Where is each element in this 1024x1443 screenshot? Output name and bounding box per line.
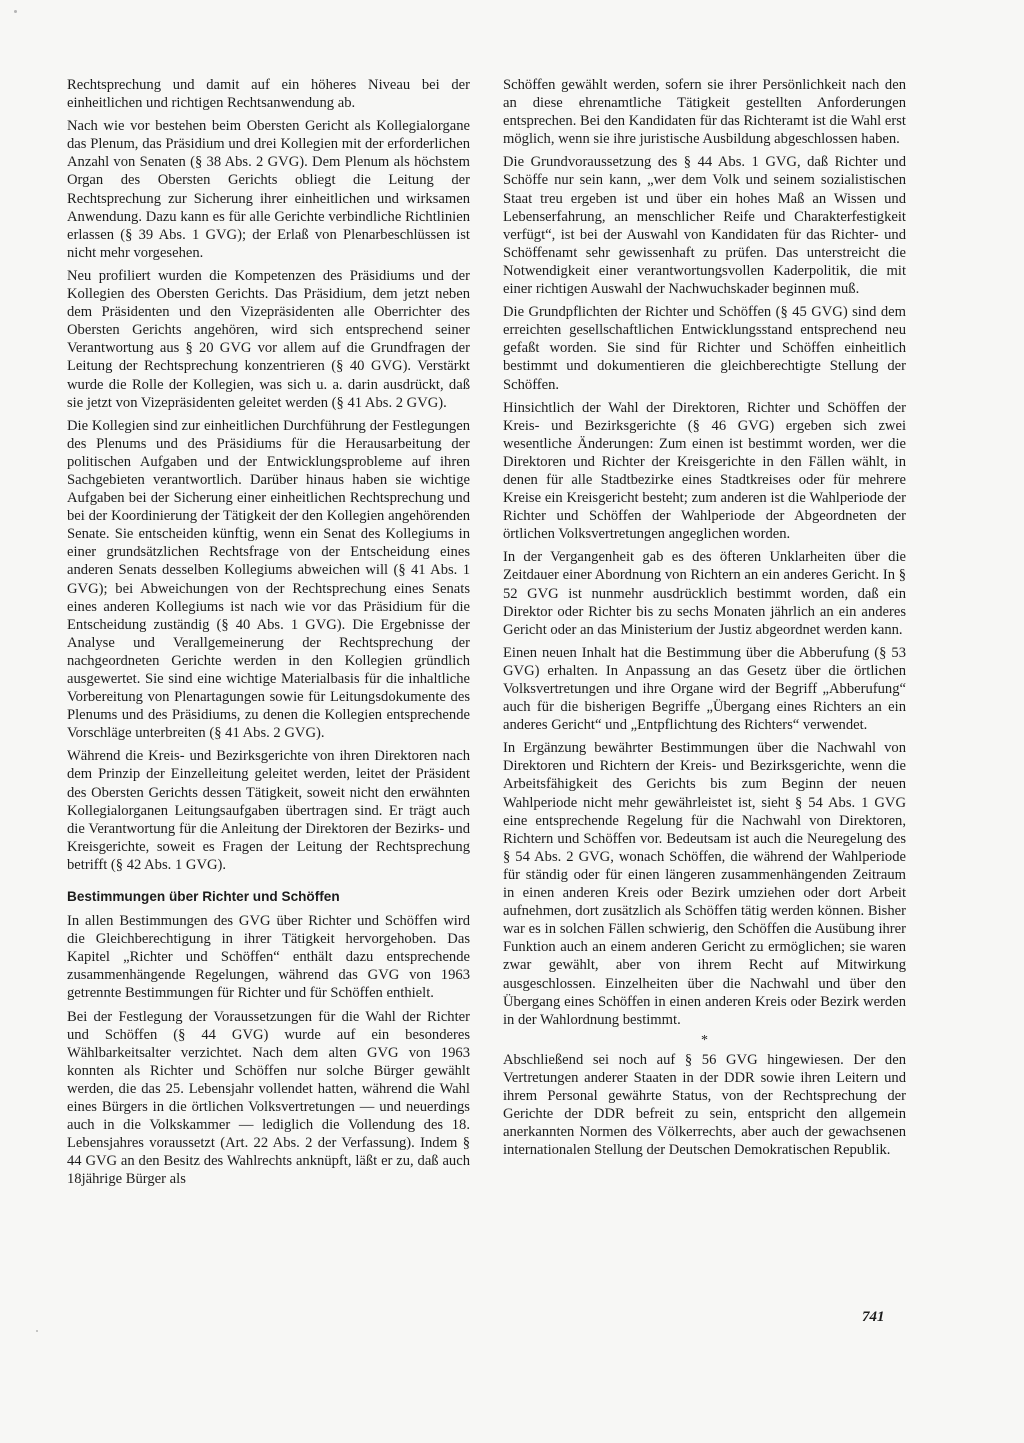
right-column (503, 76, 906, 1164)
paragraph: Die Grundvoraussetzung des § 44 Abs. 1 GVG, daß Richter und Schöffe nur sein kann, „wer dem Volk und seinem sozialistischen Staat treu ergeben ist und über ein hohes Maß an Wissen und Lebenserfahrung, an menschlicher Reife und Charakterfestigkeit verfügt“, ist bei der Auswahl von Kandidaten für das Richter- und Schöffenamt sehr gewissenhaft zu prüfen. Das unterstreicht die Notwendigkeit einer verantwortungsvollen Kaderpolitik, die mit einer richtigen Auswahl der Nachwuchskader beginnen muß. (503, 154, 906, 298)
paragraph: Die Kollegien sind zur einheitlichen Durchführung der Festlegungen des Plenums und des Präsidiums für die Herausarbeitung der politischen Aufgaben und der Entwicklungsprobleme auf ihren Sachgebieten verantwortlich. Darüber hinaus haben sie wichtige Aufgaben bei der Sicherung einer einheitlichen Rechtsprechung und bei der Koordinierung der Tätigkeit der den Kollegien angehörenden Senate. Sie entscheiden künftig, wenn ein Senat des Kollegiums in einer grundsätzlichen Rechtsfrage von der Entscheidung eines anderen Senats desselben Kollegiums abweichen will (§ 41 Abs. 1 GVG); bei Abweichungen von der Rechtsprechung eines Senats eines anderen Kollegiums ist nach wie vor das Präsidium für die Entscheidung zuständig (§ 40 Abs. 1 GVG). Die Ergebnisse der Analyse und Verallgemeinerung der Rechtsprechung der nachgeordneten Gerichte werden in den Kollegien gründlich ausgewertet. Sie sind eine wichtige Materialbasis für die inhaltliche Vorbereitung von Plenartagungen sowie für Leitungsdokumente des Plenums und des Präsidiums, zu denen die Kollegien entsprechende Vorschläge unterbreiten (§ 41 Abs. 2 GVG). (67, 417, 470, 742)
paragraph: In Ergänzung bewährter Bestimmungen über die Nachwahl von Direktoren und Richtern der Kreis- und Bezirksgerichte, wenn die Arbeitsfähigkeit des Gerichts bis zum Beginn der neuen Wahlperiode nicht mehr gewährleistet ist, sieht § 54 Abs. 1 GVG eine entsprechende Regelung für die Nachwahl von Direktoren, Richtern und Schöffen vor. Bedeutsam ist auch die Neuregelung des § 54 Abs. 2 GVG, wonach Schöffen, die während der Wahlperiode für ständig oder für einen längeren zusammenhängenden Zeitraum in einen anderen Kreis oder Bezirk umziehen oder dort Arbeit aufnehmen, dort zusätzlich als Schöffen tätig werden können. Bisher war es in solchen Fällen schwierig, den Schöffen die Ausübung ihrer Funktion auch an einem anderen Gericht zu ermöglichen; sie waren zwar gewählt, aber von ihrem Recht auf Mitwirkung ausgeschlossen. Einzelheiten über die Nachwahl und über den Übergang eines Schöffen in einen anderen Kreis oder Bezirk werden in der Wahlordnung bestimmt. (503, 740, 906, 1028)
paragraph: In der Vergangenheit gab es des öfteren Unklarheiten über die Zeitdauer einer Abordnung von Richtern an ein anderes Gericht. In § 52 GVG ist nunmehr ausdrücklich bestimmt worden, daß ein Direktor oder Richter bis zu sechs Monaten jährlich an ein anderes Gericht oder an das Ministerium der Justiz abgeordnet werden kann. (503, 549, 906, 638)
scan-speck (36, 1330, 38, 1332)
paragraph: Nach wie vor bestehen beim Obersten Gericht als Kollegialorgane das Plenum, das Präsidium und drei Kollegien mit der erforderlichen Anzahl von Senaten (§ 38 Abs. 2 GVG). Dem Plenum als höchstem Organ des Obersten Gerichts obliegt die Leitung der Rechtsprechung zur Sicherung ihrer einheitlichen und wirksamen Anwendung. Dazu kann es für alle Gerichte verbindliche Richtlinien erlassen (§ 39 Abs. 1 GVG); der Erlaß von Plenarbeschlüssen ist nicht mehr vorgesehen. (67, 118, 470, 261)
paragraph: Abschließend sei noch auf § 56 GVG hingewiesen. Der den Vertretungen anderer Staaten in der DDR sowie ihren Leitern und ihrem Personal gewährte Status, von der Rechtsprechung der Gerichte der DDR befreit zu sein, entspricht den allgemein anerkannten Normen des Völkerrechts, aber auch der gewachsenen internationalen Stellung der Deutschen Demokratischen Republik. (503, 1051, 906, 1159)
paragraph: Während die Kreis- und Bezirksgerichte von ihren Direktoren nach dem Prinzip der Einzelleitung geleitet werden, leitet der Präsident des Obersten Gerichts dessen Tätigkeit, soweit nicht den erwähnten Kollegialorganen Leitungsaufgaben übertragen sind. Er trägt auch die Verantwortung für die Anleitung der Direktoren der Bezirks- und Kreisgerichte, soweit es Fragen der Leitung der Rechtsprechung betrifft (§ 42 Abs. 1 GVG). (67, 748, 470, 873)
section-heading: Bestimmungen über Richter und Schöffen (67, 889, 340, 905)
paragraph: Neu profiliert wurden die Kompetenzen des Präsidiums und der Kollegien des Obersten Gerichts. Das Präsidium, dem jetzt neben dem Präsidenten und den Vizepräsidenten alle Oberrichter des Obersten Gerichts angehören, wird sich entsprechend seiner Verantwortung aus § 20 GVG vor allem auf die Grundfragen der Leitung der Rechtsprechung konzentrieren (§ 40 GVG). Verstärkt wurde die Rolle der Kollegien, was sich u. a. darin ausdrückt, daß sie jetzt von Vizepräsidenten geleitet werden (§ 41 Abs. 2 GVG). (67, 267, 470, 411)
section-separator: * (701, 1032, 708, 1048)
left-column (67, 76, 470, 1193)
scan-speck (14, 10, 17, 13)
paragraph: Rechtsprechung und damit auf ein höheres Niveau bei der einheitlichen und richtigen Rechtsanwendung ab. (67, 77, 470, 112)
paragraph: Die Grundpflichten der Richter und Schöffen (§ 45 GVG) sind dem erreichten gesellschaftlichen Entwicklungsstand entsprechend neu gefaßt worden. Sie sind für Richter und Schöffen einheitlich bestimmt und dokumentieren die gleichberechtigte Stellung der Schöffen. (503, 304, 906, 393)
page-number: 741 (862, 1309, 885, 1325)
paragraph: In allen Bestimmungen des GVG über Richter und Schöffen wird die Gleichberechtigung in ihrer Tätigkeit hervorgehoben. Das Kapitel „Richter und Schöffen“ enthält dazu entsprechende zusammenhängende Regelungen, während das GVG von 1963 getrennte Bestimmungen für Richter und für Schöffen enthielt. (67, 913, 470, 1002)
paragraph: Einen neuen Inhalt hat die Bestimmung über die Abberufung (§ 53 GVG) erhalten. In Anpassung an das Gesetz über die örtlichen Volksvertretungen und ihre Organe wird der Begriff „Abberufung“ auch für die bisherigen Begriffe „Übergang eines Richters an ein anderes Gericht“ und „Entpflichtung des Richters“ verwendet. (503, 644, 906, 734)
paragraph: Bei der Festlegung der Voraussetzungen für die Wahl der Richter und Schöffen (§ 44 GVG) wurde auf ein besonderes Wählbarkeitsalter verzichtet. Nach dem alten GVG von 1963 konnten als Richter und Schöffen nur solche Bürger gewählt werden, die das 25. Lebensjahr vollendet hatten, während die Wahl eines Bürgers in die örtlichen Volksvertretungen — und neuerdings auch in die Volkskammer — lediglich die Vollendung des 18. Lebensjahres voraussetzt (Art. 22 Abs. 2 der Verfassung). Indem § 44 GVG an den Besitz des Wahlrechts anknüpft, läßt er zu, daß auch 18jährige Bürger als (67, 1008, 470, 1188)
paragraph: Schöffen gewählt werden, sofern sie ihrer Persönlichkeit nach den an diese ehrenamtliche Tätigkeit gestellten Anforderungen entsprechen. Bei den Kandidaten für das Richteramt ist die Wahl erst möglich, wenn sie ihre juristische Ausbildung abgeschlossen haben. (503, 77, 906, 148)
paragraph: Hinsichtlich der Wahl der Direktoren, Richter und Schöffen der Kreis- und Bezirksgerichte (§ 46 GVG) ergeben sich zwei wesentliche Änderungen: Zum einen ist bestimmt worden, wer die Direktoren und Richter der Kreisgerichte in den Fällen wählt, in denen für alle Stadtbezirke eines Stadtkreises oder für mehrere Kreise ein Kreisgericht besteht; zum anderen ist die Wahlperiode der Richter und Schöffen der Wahlperiode der Abgeordneten der örtlichen Volksvertretungen angeglichen worden. (503, 399, 906, 543)
